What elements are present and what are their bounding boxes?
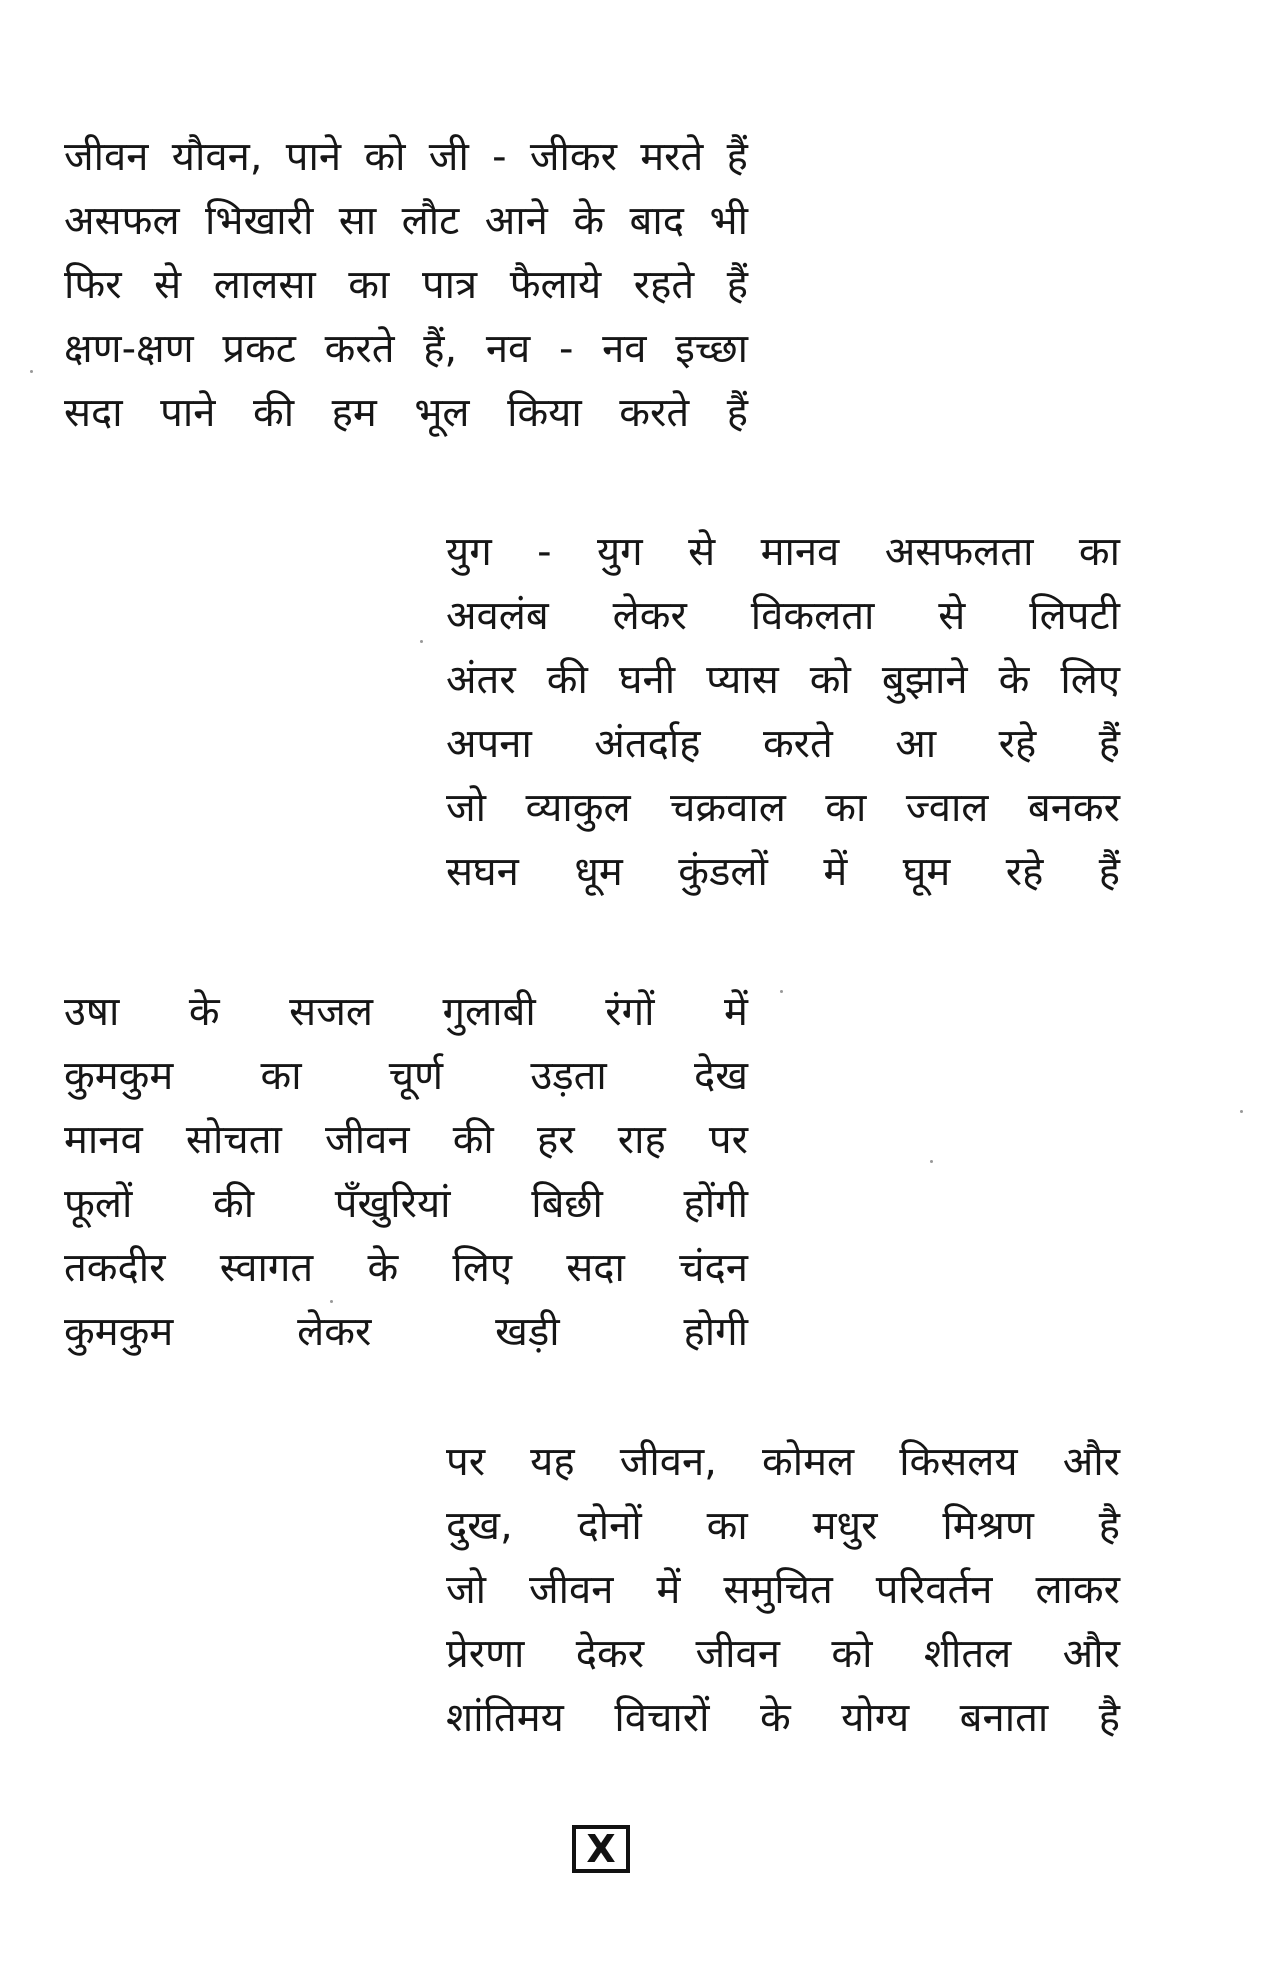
poem-line bbox=[446, 648, 1120, 712]
poem-word: विकलता bbox=[750, 593, 875, 639]
poem-word: बिछी bbox=[531, 1181, 603, 1227]
poem-word: आने bbox=[484, 198, 548, 244]
poem-word: राह bbox=[617, 1117, 666, 1163]
poem-word: परिवर्तन bbox=[875, 1567, 993, 1613]
poem-word: प्यास bbox=[706, 657, 779, 703]
poem-word: किसलय bbox=[899, 1439, 1018, 1485]
stanza-4 bbox=[446, 1430, 1120, 1750]
poem-line bbox=[64, 1172, 748, 1236]
poem-word: रहे bbox=[1005, 849, 1044, 895]
poem-word: चंदन bbox=[679, 1245, 748, 1291]
poem-word: लिए bbox=[1060, 657, 1120, 703]
poem-word: मानव bbox=[64, 1117, 143, 1163]
poem-word: मानव bbox=[760, 529, 840, 575]
poem-word: हैं bbox=[726, 134, 748, 180]
poem-word: जीवन bbox=[325, 1117, 410, 1163]
poem-word: जी bbox=[428, 134, 469, 180]
poem-word: नव bbox=[485, 326, 531, 372]
poem-line bbox=[446, 776, 1120, 840]
poem-word: चूर्ण bbox=[388, 1053, 444, 1099]
poem-word: फैलाये bbox=[509, 262, 602, 308]
poem-word: युग bbox=[446, 529, 492, 575]
scan-speck bbox=[420, 640, 423, 643]
poem-word: धूम bbox=[574, 849, 623, 895]
poem-line bbox=[64, 189, 748, 253]
poem-line bbox=[64, 253, 748, 317]
poem-line bbox=[64, 317, 748, 381]
poem-word: भूल bbox=[414, 390, 470, 436]
poem-word: की bbox=[546, 657, 588, 703]
poem-word: को bbox=[809, 657, 851, 703]
poem-word: सदा bbox=[64, 390, 123, 436]
poem-word: की bbox=[213, 1181, 255, 1227]
poem-word: जीवन, bbox=[619, 1439, 717, 1485]
poem-word: स्वागत bbox=[219, 1245, 314, 1291]
poem-word: व्याकुल bbox=[525, 785, 631, 831]
poem-word: से bbox=[688, 529, 716, 575]
poem-line bbox=[64, 125, 748, 189]
poem-word: कोमल bbox=[761, 1439, 855, 1485]
poem-word: रहे bbox=[998, 721, 1037, 767]
page-number: X bbox=[572, 1825, 630, 1873]
poem-word: देकर bbox=[575, 1631, 645, 1677]
poem-line bbox=[446, 584, 1120, 648]
poem-word: विचारों bbox=[614, 1695, 710, 1741]
poem-word: उड़ता bbox=[530, 1053, 607, 1099]
scan-speck bbox=[1240, 1110, 1243, 1113]
poem-word: के bbox=[759, 1695, 791, 1741]
stanza-1 bbox=[64, 125, 748, 445]
poem-word: खड़ी bbox=[495, 1309, 560, 1355]
poem-line bbox=[446, 840, 1120, 904]
poem-word: से bbox=[938, 593, 966, 639]
poem-word: जीवन bbox=[64, 134, 149, 180]
poem-word: के bbox=[367, 1245, 399, 1291]
poem-word: मिश्रण bbox=[942, 1503, 1034, 1549]
poem-word: सोचता bbox=[185, 1117, 282, 1163]
poem-word: घनी bbox=[618, 657, 676, 703]
poem-word: से bbox=[154, 262, 182, 308]
poem-word: योग्य bbox=[841, 1695, 910, 1741]
poem-word: के bbox=[573, 198, 605, 244]
poem-word: लाकर bbox=[1035, 1567, 1120, 1613]
poem-word: सघन bbox=[446, 849, 519, 895]
poem-word: हैं bbox=[1098, 849, 1120, 895]
poem-line bbox=[446, 1494, 1120, 1558]
poem-word: पाने bbox=[160, 390, 216, 436]
poem-word: का bbox=[260, 1053, 302, 1099]
poem-word: बुझाने bbox=[881, 657, 968, 703]
poem-word: यौवन, bbox=[171, 134, 263, 180]
poem-word: कुमकुम bbox=[64, 1309, 174, 1355]
poem-word: के bbox=[188, 989, 220, 1035]
poem-word: प्रेरणा bbox=[446, 1631, 525, 1677]
poem-word: - bbox=[492, 134, 507, 180]
poem-word: कुमकुम bbox=[64, 1053, 174, 1099]
poem-word: बाद bbox=[629, 198, 684, 244]
poem-word: जीवन bbox=[529, 1567, 614, 1613]
poem-word: और bbox=[1062, 1631, 1120, 1677]
poem-word: और bbox=[1062, 1439, 1120, 1485]
poem-word: जीकर bbox=[529, 134, 617, 180]
poem-word: हैं bbox=[726, 262, 748, 308]
poem-word: घूम bbox=[902, 849, 951, 895]
poem-line bbox=[446, 520, 1120, 584]
poem-word: असफलता bbox=[884, 529, 1034, 575]
poem-word: गुलाबी bbox=[442, 989, 536, 1035]
poem-word: अंतर्दाह bbox=[594, 721, 701, 767]
poem-word: का bbox=[706, 1503, 748, 1549]
poem-word: अपना bbox=[446, 721, 532, 767]
poem-word: करते bbox=[762, 721, 833, 767]
poem-word: यह bbox=[530, 1439, 575, 1485]
poem-word: की bbox=[452, 1117, 494, 1163]
poem-line bbox=[64, 1236, 748, 1300]
poem-word: हैं, bbox=[423, 326, 458, 372]
poem-word: को bbox=[831, 1631, 873, 1677]
poem-word: लेकर bbox=[612, 593, 687, 639]
poem-word: शांतिमय bbox=[446, 1695, 564, 1741]
poem-word: सजल bbox=[289, 989, 374, 1035]
poem-word: है bbox=[1098, 1695, 1120, 1741]
poem-word: भी bbox=[709, 198, 748, 244]
poem-word: जो bbox=[446, 1567, 487, 1613]
poem-word: शीतल bbox=[923, 1631, 1012, 1677]
poem-word: मरते bbox=[640, 134, 704, 180]
poem-word: पाने bbox=[285, 134, 342, 180]
poem-word: भिखारी bbox=[205, 198, 314, 244]
poem-word: लिपटी bbox=[1029, 593, 1120, 639]
poem-word: होगी bbox=[683, 1309, 748, 1355]
poem-word: जीवन bbox=[695, 1631, 780, 1677]
poem-word: का bbox=[1078, 529, 1120, 575]
poem-word: तकदीर bbox=[64, 1245, 166, 1291]
poem-word: बनकर bbox=[1027, 785, 1120, 831]
poem-word: लालसा bbox=[213, 262, 316, 308]
poem-word: अंतर bbox=[446, 657, 516, 703]
poem-word: करते bbox=[324, 326, 395, 372]
poem-word: दुख, bbox=[446, 1503, 513, 1549]
poem-line bbox=[446, 712, 1120, 776]
poem-line bbox=[64, 1108, 748, 1172]
poem-word: कुंडलों bbox=[678, 849, 768, 895]
poem-line bbox=[446, 1622, 1120, 1686]
scan-speck bbox=[930, 1160, 933, 1163]
poem-word: लौट bbox=[401, 198, 460, 244]
poem-word: के bbox=[998, 657, 1030, 703]
poem-word: समुचित bbox=[723, 1567, 833, 1613]
poem-word: रहते bbox=[633, 262, 695, 308]
poem-word: का bbox=[348, 262, 390, 308]
poem-word: में bbox=[823, 849, 848, 895]
poem-word: सदा bbox=[566, 1245, 625, 1291]
poem-word: चक्रवाल bbox=[670, 785, 786, 831]
poem-word: में bbox=[656, 1567, 681, 1613]
poem-word: पँखुरियां bbox=[334, 1181, 451, 1227]
poem-line bbox=[64, 980, 748, 1044]
poem-word: पर bbox=[708, 1117, 748, 1163]
poem-word: दोनों bbox=[577, 1503, 642, 1549]
poem-word: फूलों bbox=[64, 1181, 133, 1227]
poem-word: रंगों bbox=[605, 989, 655, 1035]
poem-word: जो bbox=[446, 785, 487, 831]
poem-word: ज्वाल bbox=[905, 785, 989, 831]
poem-word: इच्छा bbox=[675, 326, 748, 372]
poem-word: मधुर bbox=[812, 1503, 878, 1549]
stanza-2 bbox=[446, 520, 1120, 904]
poem-word: है bbox=[1098, 1503, 1120, 1549]
poem-word: - bbox=[537, 529, 552, 575]
poem-word: में bbox=[724, 989, 748, 1035]
poem-line bbox=[64, 1044, 748, 1108]
poem-word: फिर bbox=[64, 262, 122, 308]
poem-word: सा bbox=[338, 198, 377, 244]
scan-speck bbox=[30, 370, 33, 373]
poem-word: हम bbox=[331, 390, 377, 436]
poem-word: प्रकट bbox=[222, 326, 296, 372]
poem-word: की bbox=[252, 390, 295, 436]
poem-line bbox=[446, 1430, 1120, 1494]
poem-word: असफल bbox=[64, 198, 180, 244]
poem-word: - bbox=[558, 326, 574, 372]
poem-line bbox=[64, 1300, 748, 1364]
poem-word: अवलंब bbox=[446, 593, 549, 639]
stanza-3 bbox=[64, 980, 748, 1364]
poem-word: होंगी bbox=[683, 1181, 748, 1227]
scan-speck bbox=[330, 1300, 333, 1303]
poem-word: पर bbox=[446, 1439, 486, 1485]
poem-word: उषा bbox=[64, 989, 120, 1035]
poem-line bbox=[446, 1558, 1120, 1622]
poem-word: देख bbox=[694, 1053, 748, 1099]
scan-speck bbox=[780, 990, 783, 993]
poem-word: हर bbox=[536, 1117, 575, 1163]
poem-word: किया bbox=[507, 390, 582, 436]
poem-word: लेकर bbox=[297, 1309, 372, 1355]
poem-word: हैं bbox=[1098, 721, 1120, 767]
poem-word: करते bbox=[619, 390, 690, 436]
poem-word: नव bbox=[602, 326, 647, 372]
poem-word: आ bbox=[895, 721, 937, 767]
poem-word: बनाता bbox=[959, 1695, 1049, 1741]
poem-word: का bbox=[825, 785, 867, 831]
poem-line bbox=[446, 1686, 1120, 1750]
poem-word: पात्र bbox=[421, 262, 478, 308]
poem-word: लिए bbox=[452, 1245, 513, 1291]
poem-word: युग bbox=[596, 529, 643, 575]
poem-line bbox=[64, 381, 748, 445]
poem-word: क्षण-क्षण bbox=[64, 326, 194, 372]
poem-word: हैं bbox=[726, 390, 748, 436]
poem-word: को bbox=[364, 134, 406, 180]
